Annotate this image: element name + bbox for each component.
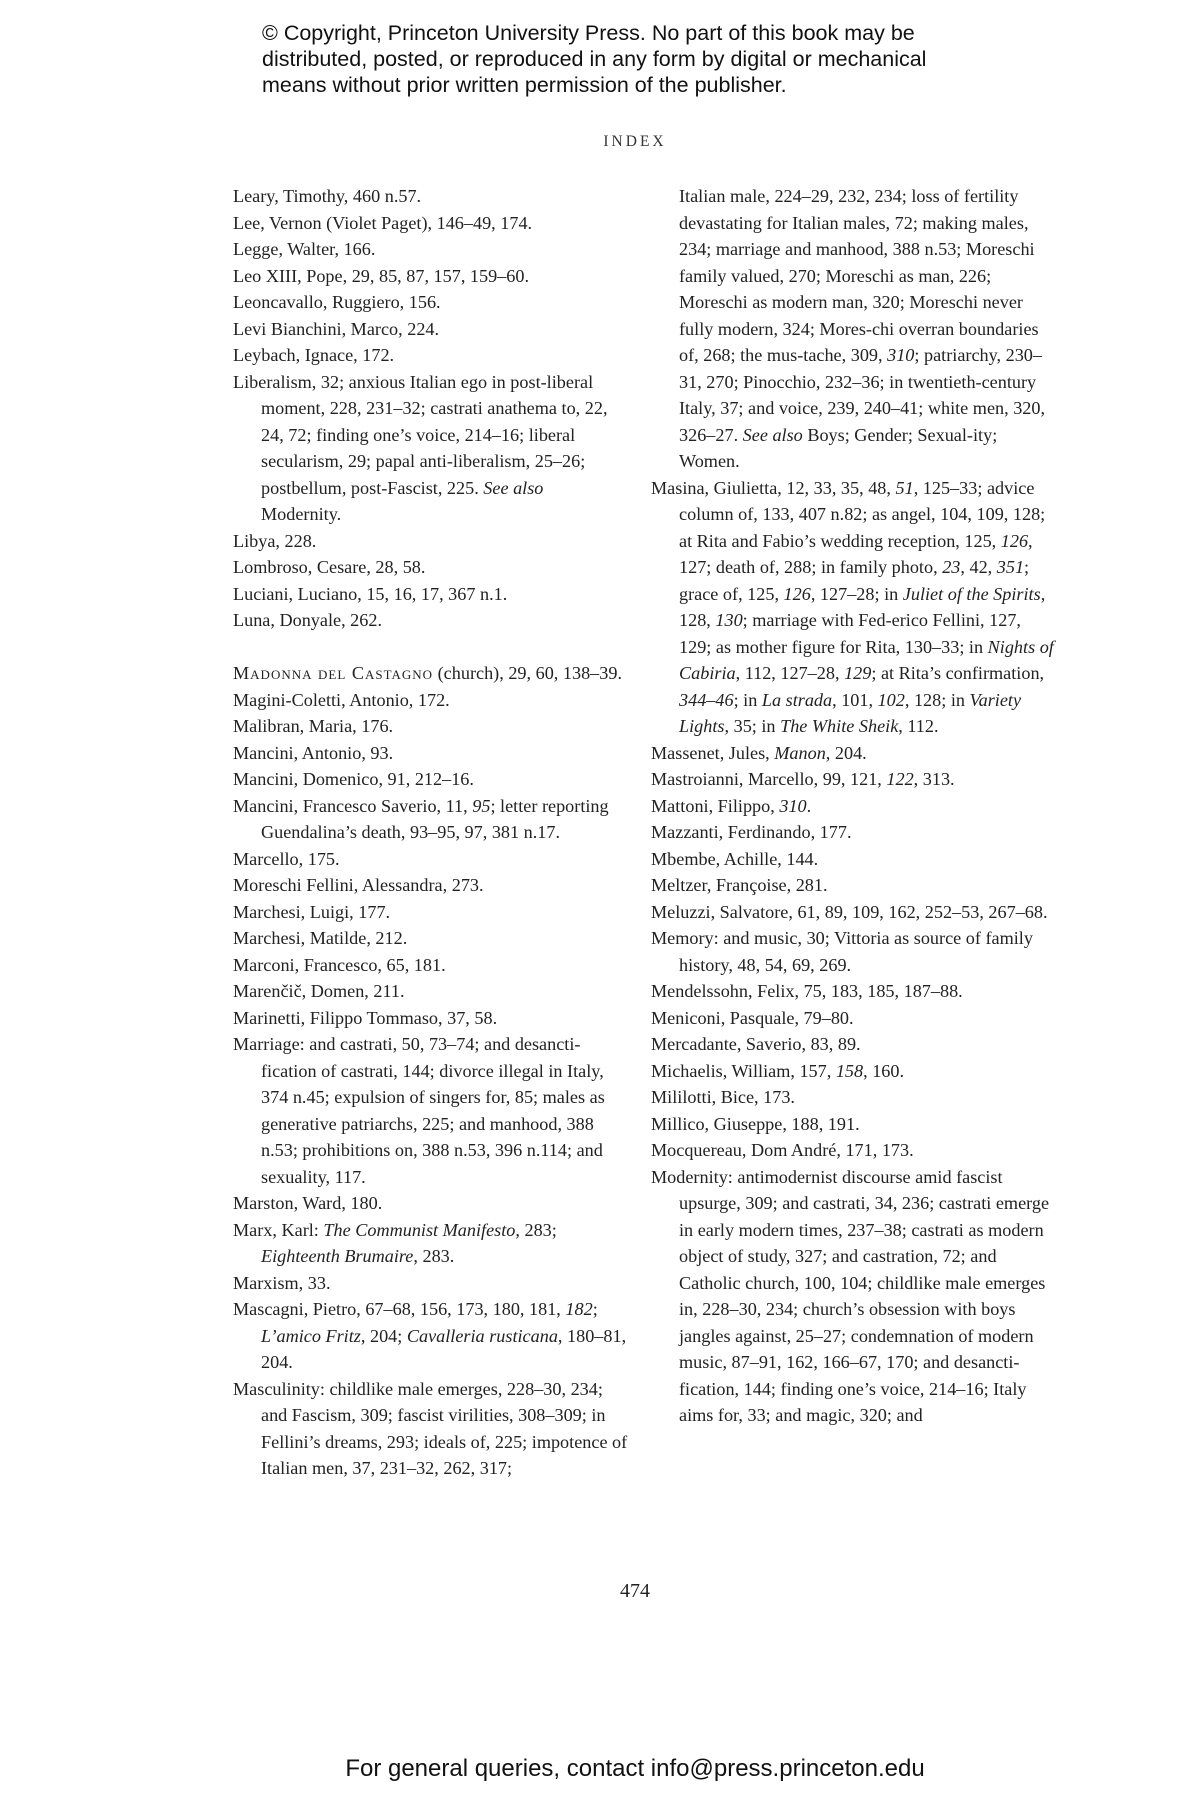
index-entry: Luciani, Luciano, 15, 16, 17, 367 n.1.	[233, 583, 508, 604]
index-entry: Marx, Karl: The Communist Manifesto, 283; Eighteenth Brumaire, 283.	[233, 1219, 557, 1266]
index-column-left	[233, 183, 628, 1482]
index-entry: Mililotti, Bice, 173.	[651, 1087, 795, 1107]
index-entry: Lombroso, Cesare, 28, 58.	[233, 557, 426, 577]
index-entry: Madonna del Castagno (church), 29, 60, 138–39.	[233, 663, 622, 683]
index-entry: Marchesi, Matilde, 212.	[233, 928, 408, 948]
index-entry: Marston, Ward, 180.	[233, 1193, 383, 1213]
copyright-line: means without prior written permission of the publisher.	[262, 73, 787, 97]
index-column-right	[651, 183, 1056, 1429]
index-entry: Malibran, Maria, 176.	[233, 716, 394, 736]
index-entry: Mendelssohn, Felix, 75, 183, 185, 187–88.	[651, 981, 963, 1001]
index-entry: Millico, Giuseppe, 188, 191.	[651, 1113, 860, 1134]
index-entry: Mastroianni, Marcello, 99, 121, 122, 313.	[651, 769, 955, 789]
contact-footer: For general queries, contact info@press.princeton.edu	[345, 1755, 925, 1782]
index-entry: Mbembe, Achille, 144.	[651, 848, 819, 869]
index-entry: Meltzer, Françoise, 281.	[651, 875, 828, 895]
index-entry: Marconi, Francesco, 65, 181.	[233, 954, 446, 975]
index-entry: Meniconi, Pasquale, 79–80.	[651, 1007, 854, 1028]
index-entry: Luna, Donyale, 262.	[233, 610, 382, 630]
index-entry: Mancini, Antonio, 93.	[233, 742, 394, 763]
index-entry: Mercadante, Saverio, 83, 89.	[651, 1034, 861, 1054]
index-entry: Marriage: and castrati, 50, 73–74; and desancti-fication of castrati, 144; divorce illegal in Italy, 374 n.45; expulsion of singers for, 85; males as generative patriarchs, 225; and manhood, 388 n.53; prohibitions on, 388 n.53, 396 n.114; and sexuality, 117.	[233, 1034, 605, 1187]
index-entry: Massenet, Jules, Manon, 204.	[651, 742, 867, 763]
index-entry: Masina, Giulietta, 12, 33, 35, 48, 51, 125–33; advice column of, 133, 407 n.82; as angel, 104, 109, 128; at Rita and Fabio’s wedding reception, 125, 126, 127; death of, 288; in family photo, 23, 42, 351; grace of, 125, 126, 127–28; in Juliet of the Spirits, 128, 130; marriage with Fed-erico Fellini, 127, 129; as mother figure for Rita, 130–33; in Nights of Cabiria, 112, 127–28, 129; at Rita’s confirmation, 344–46; in La strada, 101, 102, 128; in Variety Lights, 35; in The White Sheik, 112.	[651, 477, 1054, 736]
index-entry: Liberalism, 32; anxious Italian ego in post-liberal moment, 228, 231–32; castrati anathema to, 22, 24, 72; finding one’s voice, 214–16; liberal secularism, 29; papal anti-liberalism, 25–26; postbellum, post-Fascist, 225. See also Modernity.	[233, 371, 608, 524]
copyright-notice	[262, 20, 1022, 98]
index-entry: Meluzzi, Salvatore, 61, 89, 109, 162, 252–53, 267–68.	[651, 901, 1048, 922]
index-entry: Legge, Walter, 166.	[233, 239, 376, 259]
copyright-line: © Copyright, Princeton University Press. No part of this book may be	[262, 21, 915, 45]
index-entry: Leoncavallo, Ruggiero, 156.	[233, 292, 441, 312]
page-number: 474	[620, 1580, 650, 1602]
index-entry: Mattoni, Filippo, 310.	[651, 795, 812, 816]
index-entry: Mancini, Domenico, 91, 212–16.	[233, 769, 474, 789]
index-entry: Modernity: antimodernist discourse amid fascist upsurge, 309; and castrati, 34, 236; castrati emerge in early modern times, 237–38; castrati as modern object of study, 327; and castration, 72; and Catholic church, 100, 104; childlike male emerges in, 228–30, 234; church’s obsession with boys jangles against, 25–27; condemnation of modern music, 87–91, 162, 166–67, 170; and desancti-fication, 144; finding one’s voice, 214–16; Italy aims for, 33; and magic, 320; and	[651, 1166, 1050, 1425]
index-entry: Marxism, 33.	[233, 1272, 331, 1293]
index-entry: Marcello, 175.	[233, 848, 340, 869]
index-entry: Masculinity: childlike male emerges, 228–30, 234; and Fascism, 309; fascist virilities, 308–309; in Fellini’s dreams, 293; ideals of, 225; impotence of Italian men, 37, 231–32, 262, 317;	[233, 1378, 628, 1478]
index-entry: Marenčič, Domen, 211.	[233, 981, 405, 1001]
index-entry: Marchesi, Luigi, 177.	[233, 901, 391, 922]
index-entry: Michaelis, William, 157, 158, 160.	[651, 1060, 905, 1081]
index-entry-continued: Italian male, 224–29, 232, 234; loss of fertility devastating for Italian males, 72; making males, 234; marriage and manhood, 388 n.53; Moreschi family valued, 270; Moreschi as man, 226; Moreschi as modern man, 320; Moreschi never fully modern, 324; Mores-chi overran boundaries of, 268; the mus-tache, 309, 310; patriarchy, 230–31, 270; Pinocchio, 232–36; in twentieth-century Italy, 37; and voice, 239, 240–41; white men, 320, 326–27. See also Boys; Gender; Sexual-ity; Women.	[679, 186, 1046, 471]
index-entry: Lee, Vernon (Violet Paget), 146–49, 174.	[233, 212, 533, 233]
index-entry: Libya, 228.	[233, 530, 317, 551]
index-entry: Moreschi Fellini, Alessandra, 273.	[233, 875, 484, 895]
index-entry: Marinetti, Filippo Tommaso, 37, 58.	[233, 1007, 498, 1028]
index-entry: Mazzanti, Ferdinando, 177.	[651, 822, 852, 842]
index-entry: Mascagni, Pietro, 67–68, 156, 173, 180, 181, 182; L’amico Fritz, 204; Cavalleria rusticana, 180–81, 204.	[233, 1299, 627, 1372]
index-entry: Magini-Coletti, Antonio, 172.	[233, 689, 450, 710]
index-entry: Leybach, Ignace, 172.	[233, 345, 395, 365]
index-entry: Mancini, Francesco Saverio, 11, 95; letter reporting Guendalina’s death, 93–95, 97, 381 n.17.	[233, 795, 609, 842]
running-head: INDEX	[603, 133, 667, 150]
letter-section-gap	[233, 634, 628, 661]
index-entry: Leo XIII, Pope, 29, 85, 87, 157, 159–60.	[233, 265, 530, 286]
copyright-line: distributed, posted, or reproduced in any form by digital or mechanical	[262, 47, 927, 71]
index-entry: Mocquereau, Dom André, 171, 173.	[651, 1140, 914, 1160]
index-entry: Memory: and music, 30; Vittoria as source of family history, 48, 54, 69, 269.	[651, 928, 1033, 975]
index-entry: Levi Bianchini, Marco, 224.	[233, 318, 440, 339]
index-entry: Leary, Timothy, 460 n.57.	[233, 186, 422, 206]
